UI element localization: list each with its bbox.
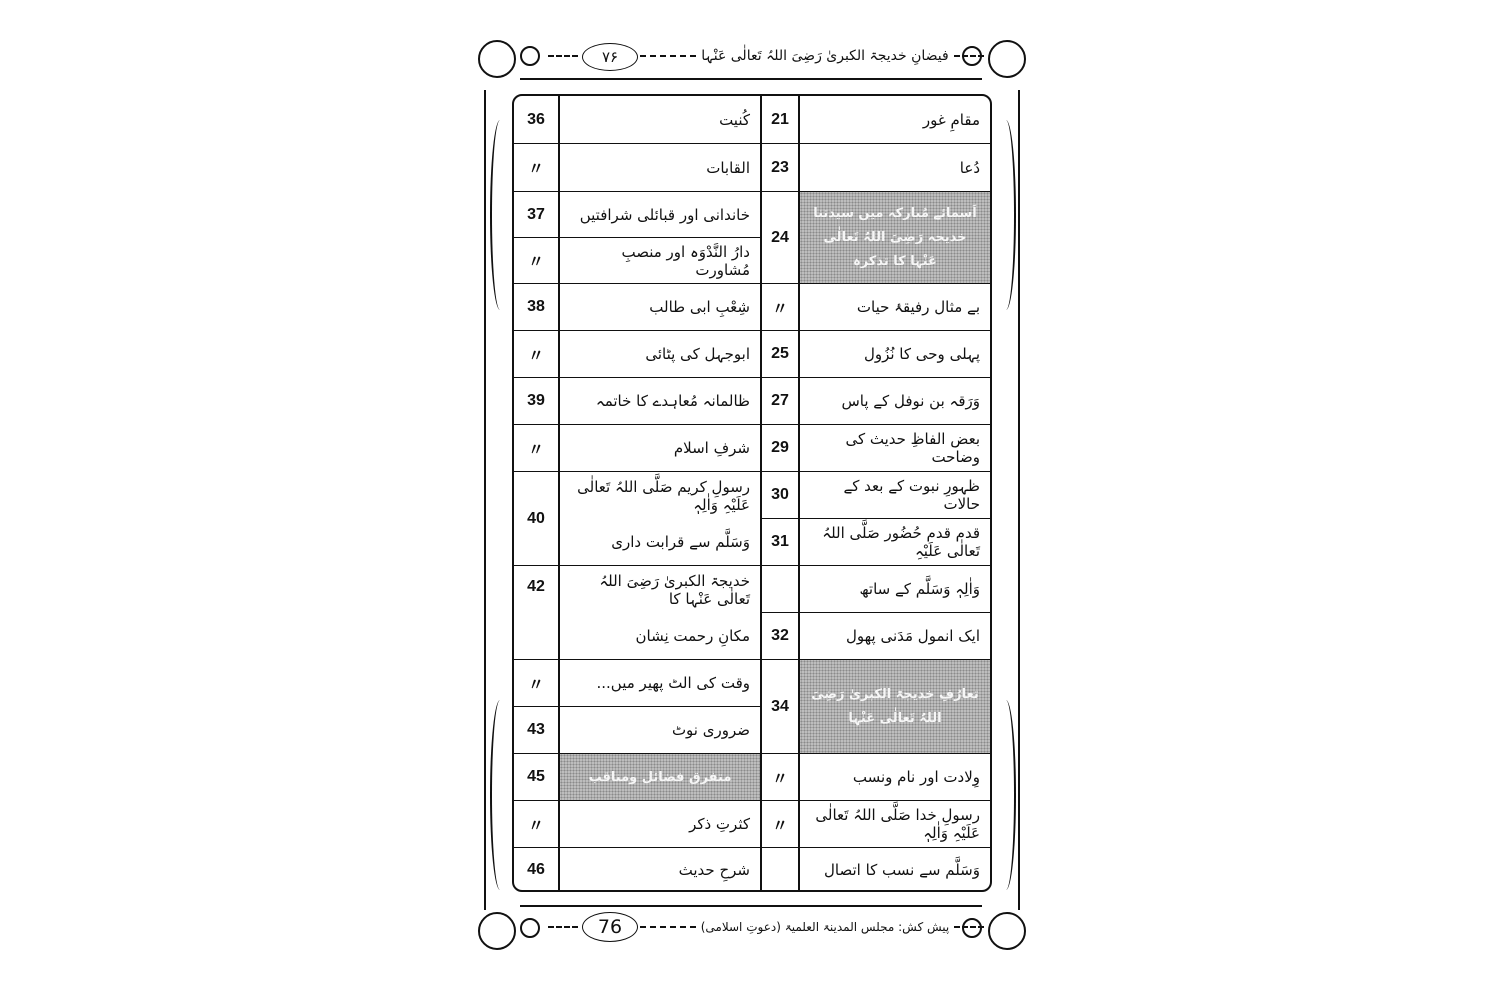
toc-page-number: 39 [514,378,558,425]
toc-entry-title: وَسَلَّم سے نسب کا اتصال [823,861,980,879]
toc-entry-title: وَاٰلِہٖ وَسَلَّم کے ساتھ [800,566,990,613]
toc-entry-title: کثرتِ ذکر [560,801,760,848]
toc-section-heading: متفرق فضائل ومناقب [560,754,760,801]
corner-ornament-icon [520,46,540,66]
footer-credit: پیش کش: مجلس المدینۃ العلمیۃ (دعوتِ اسلامی) [700,920,950,934]
frame-top-line [520,78,982,80]
corner-ornament-icon [988,912,1026,950]
toc-page-number: 46 [527,861,545,878]
toc-page-number: 38 [514,284,558,331]
toc-entry-title: وقت کی الٹ پھیر میں... [560,660,760,707]
side-vine-ornament-icon [996,120,1016,310]
toc-page-number: 〃 [514,331,558,378]
toc-entry-title: خدیجۃ الکبریٰ رَضِیَ اللہُ تَعالٰی عَنْہا کا [599,571,750,608]
toc-page-number: 30 [762,472,798,519]
toc-page-number: 34 [762,660,798,754]
toc-entry-title: وِلادت اور نام ونسب [800,754,990,801]
header-divider [954,55,984,57]
footer-divider [640,926,696,928]
toc-page-number: 〃 [762,754,798,801]
header-divider [548,55,578,57]
toc-entry-title: خاندانی اور قبائلی شرافتیں [560,192,760,238]
toc-entry-title: رسولِ خدا صَلَّی اللہُ تَعالٰی عَلَیْہِ وَاٰلِہٖ [800,801,990,848]
toc-page-number: 〃 [514,660,558,707]
toc-entry-title: بعض الفاظِ حدیث کی وضاحت [800,425,990,472]
toc-page-number: 〃 [514,425,558,472]
toc-page-number: 31 [762,519,798,566]
toc-entry-title: قدم قدم حُضُور صَلَّی اللہُ تَعالٰی عَلَیْہِ [800,519,990,566]
toc-entry-title: مقامِ غور [800,96,990,144]
toc-entry-title: دُعا [800,144,990,192]
side-vine-ornament-icon [996,700,1016,890]
header-divider [640,55,696,57]
toc-page-number: 25 [762,331,798,378]
toc-page-number: 〃 [514,801,558,848]
toc-entry-title: پہلی وحی کا نُزُول [800,331,990,378]
corner-ornament-icon [520,918,540,938]
side-vine-ornament-icon [490,120,510,310]
frame-left-line [484,90,486,910]
toc-page-number [762,566,798,613]
frame-right-line [1018,90,1020,910]
toc-page-number: 42 [514,566,558,660]
toc-entry-title: وَرَقہ بن نوفل کے پاس [800,378,990,425]
footer-page-number: 76 [582,912,638,942]
toc-page-number: 43 [514,707,558,754]
toc-entry-title: مکانِ رحمت نِشان [560,613,760,660]
toc-page-number: 〃 [762,801,798,848]
toc-page-number: 〃 [514,144,558,192]
frame-bottom-line [520,905,982,907]
side-vine-ornament-icon [490,700,510,890]
footer-divider [548,926,578,928]
toc-entry-title: ظالمانہ مُعاہدے کا خاتمہ [560,378,760,425]
toc-entry-title: بے مثال رفیقۂ حیات [800,284,990,331]
toc-page-number: 37 [514,192,558,238]
toc-page-number: 23 [762,144,798,192]
toc-page-number: 24 [762,192,798,284]
toc-page-number: 36 [514,96,558,144]
toc-section-heading: اَسمائے مُبارکہ میں سیدتنا خدیجہ رَضِیَ اللہُ تَعالٰی عَنْہا کا تذکرہ [800,192,990,284]
corner-ornament-icon [478,40,516,78]
toc-entry-title: شرحِ حدیث [678,861,750,879]
toc-entry-title: ابوجہل کی پٹائی [560,331,760,378]
toc-entry-title: وَسَلَّم سے قرابت داری [560,519,760,566]
corner-ornament-icon [988,40,1026,78]
toc-page-number: 〃 [514,238,558,284]
toc-entry-title: ایک انمول مَدَنی پھول [800,613,990,660]
header-page-number: ۷۶ [582,43,638,71]
toc-page-number: 32 [762,613,798,660]
toc-page-number: 29 [762,425,798,472]
toc-page-number [762,848,798,892]
contents-table [512,94,992,892]
corner-ornament-icon [478,912,516,950]
running-header-title: فیضانِ خدیجۃ الکبریٰ رَضِیَ اللہُ تَعالٰی عَنْہا [701,48,949,64]
toc-entry-title: ضروری نوٹ [560,707,760,754]
toc-entry-title: القابات [560,144,760,192]
toc-entry-title: کُنیت [560,96,760,144]
footer-divider [954,926,984,928]
corner-ornament-icon [962,918,982,938]
toc-page-number: 40 [514,472,558,566]
toc-entry-title: دارُ النَّدْوَہ اور منصبِ مُشاورت [560,238,760,284]
toc-page-number: 27 [762,378,798,425]
toc-page-number: 45 [514,754,558,801]
toc-page-number: 21 [762,96,798,144]
toc-page-number: 〃 [762,284,798,331]
toc-entry-title: رسولِ کریم صَلَّی اللہُ تَعالٰی عَلَیْہِ وَاٰلِہٖ [577,477,750,514]
toc-entry-title: شرفِ اسلام [560,425,760,472]
toc-entry-title: ظہورِ نبوت کے بعد کے حالات [800,472,990,519]
toc-entry-title: شِعْبِ ابی طالب [560,284,760,331]
toc-section-heading: تعارُفِ خدیجۃ الکبریٰ رَضِیَ اللہُ تَعالٰی عَنْہا [800,660,990,754]
